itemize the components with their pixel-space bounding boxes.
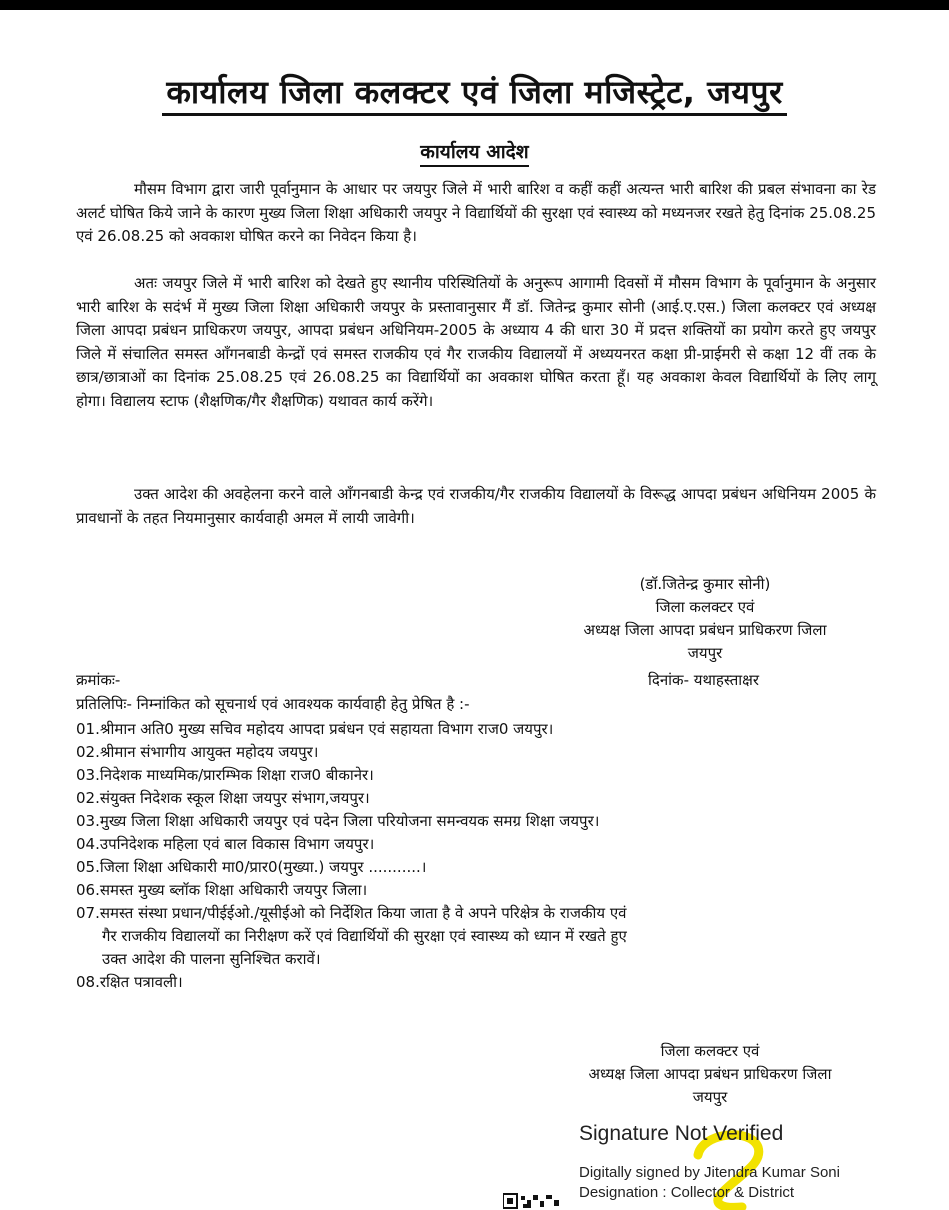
list-item: 01.श्रीमान अति0 मुख्य सचिव महोदय आपदा प्रबंधन एवं सहायता विभाग राज0 जयपुर।: [76, 720, 554, 738]
signatory-designation-1: जिला कलक्टर एवं: [655, 598, 755, 616]
list-item: 04.उपनिदेशक महिला एवं बाल विकास विभाग जयपुर।: [76, 835, 375, 853]
signatory-name: (डॉ.जितेन्द्र कुमार सोनी): [639, 575, 771, 593]
signatory-designation-1: जिला कलक्टर एवं: [660, 1042, 760, 1060]
list-item: 03.मुख्य जिला शिक्षा अधिकारी जयपुर एवं पदेन जिला परियोजना समन्वयक समग्र शिक्षा जयपुर।: [76, 812, 600, 830]
signature-block: [540, 573, 870, 665]
list-item: 02.श्रीमान संभागीय आयुक्त महोदय जयपुर।: [76, 743, 319, 761]
list-item-7-line-2: गैर राजकीय विद्यालयों का निरीक्षण करें एवं विद्यार्थियों की सुरक्षा एवं स्वास्थ्य को ध्यान में रखते हुए: [102, 927, 627, 945]
office-title: कार्यालय जिला कलक्टर एवं जिला मजिस्ट्रेट, जयपुर: [0, 70, 949, 113]
signatory-location: जयपुर: [687, 644, 723, 662]
signature-status: Signature Not Verified: [579, 1122, 784, 1145]
designation-text: Designation : Collector & District: [579, 1184, 795, 1201]
paragraph-3: उक्त आदेश की अवहेलना करने वाले आँगनबाडी केन्द्र एवं राजकीय/गैर राजकीय विद्यालयों के विरूद्ध आपदा प्रबंधन अधिनियम 2005 के प्रावधानों के तहत नियमानुसार कार्यवाही अमल में लायी जावेगी।: [76, 485, 876, 527]
list-item-7-line-3: उक्त आदेश की पालना सुनिश्चित करावें।: [102, 950, 321, 968]
list-item: 08.रक्षित पत्रावली।: [76, 973, 183, 991]
signatory-designation-2: अध्यक्ष जिला आपदा प्रबंधन प्राधिकरण जिला: [583, 621, 827, 639]
signatory-designation-2: अध्यक्ष जिला आपदा प्रबंधन प्राधिकरण जिला: [588, 1065, 832, 1083]
list-item: 06.समस्त मुख्य ब्लॉक शिक्षा अधिकारी जयपुर जिला।: [76, 881, 368, 899]
signature-block-2: [540, 1040, 880, 1109]
order-title: कार्यालय आदेश: [0, 138, 949, 164]
date-field: दिनांक- यथाहस्ताक्षर: [648, 671, 760, 689]
list-item: 03.निदेशक माध्यमिक/प्रारम्भिक शिक्षा राज0 बीकानेर।: [76, 766, 374, 784]
list-item: 05.जिला शिक्षा अधिकारी मा0/प्रार0(मुख्या.) जयपुर ...........।: [76, 858, 427, 876]
signed-by-text: Digitally signed by Jitendra Kumar Soni: [579, 1164, 840, 1181]
paragraph-2: अतः जयपुर जिले में भारी बारिश को देखते हुए स्थानीय परिस्थितियों के अनुरूप आगामी दिवसों में मौसम विभाग के पूर्वानुमान के अनुसार भारी बारिश के सदंर्भ में मुख्य जिला शिक्षा अधिकारी जयपुर के प्रस्तावानुसार मैं डॉ. जितेन्द्र कुमार सोनी (आई.ए.एस.) जिला कलक्टर एवं अध्यक्ष जिला आपदा प्रबंधन प्राधिकरण जयपुर, आपदा प्रबंधन अधिनियम-2005 के अध्याय 4 की धारा 30 में प्रदत्त शक्तियों का प्रयोग करते हुए जयपुर जिले में संचालित समस्त आँगनबाडी केन्द्रों एवं समस्त राजकीय एवं गैर राजकीय विद्यालयों में अध्ययनरत कक्षा प्री-प्राईमरी से कक्षा 12 वीं तक के छात्र/छात्राओं का दिनांक 25.08.25 एवं 26.08.25 का विद्यार्थियों का अवकाश घोषित करता हूँ। यह अवकाश केवल विद्यार्थियों के लिए लागू होगा। विद्यालय स्टाफ (शैक्षणिक/गैर शैक्षणिक) यथावत कार्य करेंगे।: [76, 274, 876, 410]
copy-list: [76, 718, 866, 994]
list-item-7: [76, 902, 866, 971]
list-item: 02.संयुक्त निदेशक स्कूल शिक्षा जयपुर संभाग,जयपुर।: [76, 789, 370, 807]
reference-number: क्रमांकः-: [76, 671, 121, 689]
list-item-7-line-1: 07.समस्त संस्था प्रधान/पीईईओ./यूसीईओ को निर्देशित किया जाता है वे अपने परिक्षेत्र के राजकीय एवं: [76, 904, 627, 922]
top-black-bar: [0, 0, 949, 10]
qr-code-icon: [503, 1192, 563, 1210]
signatory-location: जयपुर: [692, 1088, 728, 1106]
paragraph-1: मौसम विभाग द्वारा जारी पूर्वानुमान के आधार पर जयपुर जिले में भारी बारिश व कहीं कहीं अत्यन्त भारी बारिश की प्रबल संभावना का रेड अलर्ट घोषित किये जाने के कारण मुख्य जिला शिक्षा अधिकारी जयपुर ने विद्यार्थियों की सुरक्षा एवं स्वास्थ्य को मध्यनजर रखते हेतु दिनांक 25.08.25 एवं 26.08.25 को अवकाश घोषित करने का निवेदन किया है।: [76, 180, 876, 245]
copy-to-heading: प्रतिलिपिः- निम्नांकित को सूचनार्थ एवं आवश्यक कार्यवाही हेतु प्रेषित है :-: [76, 695, 470, 713]
order-document: [0, 10, 949, 1200]
